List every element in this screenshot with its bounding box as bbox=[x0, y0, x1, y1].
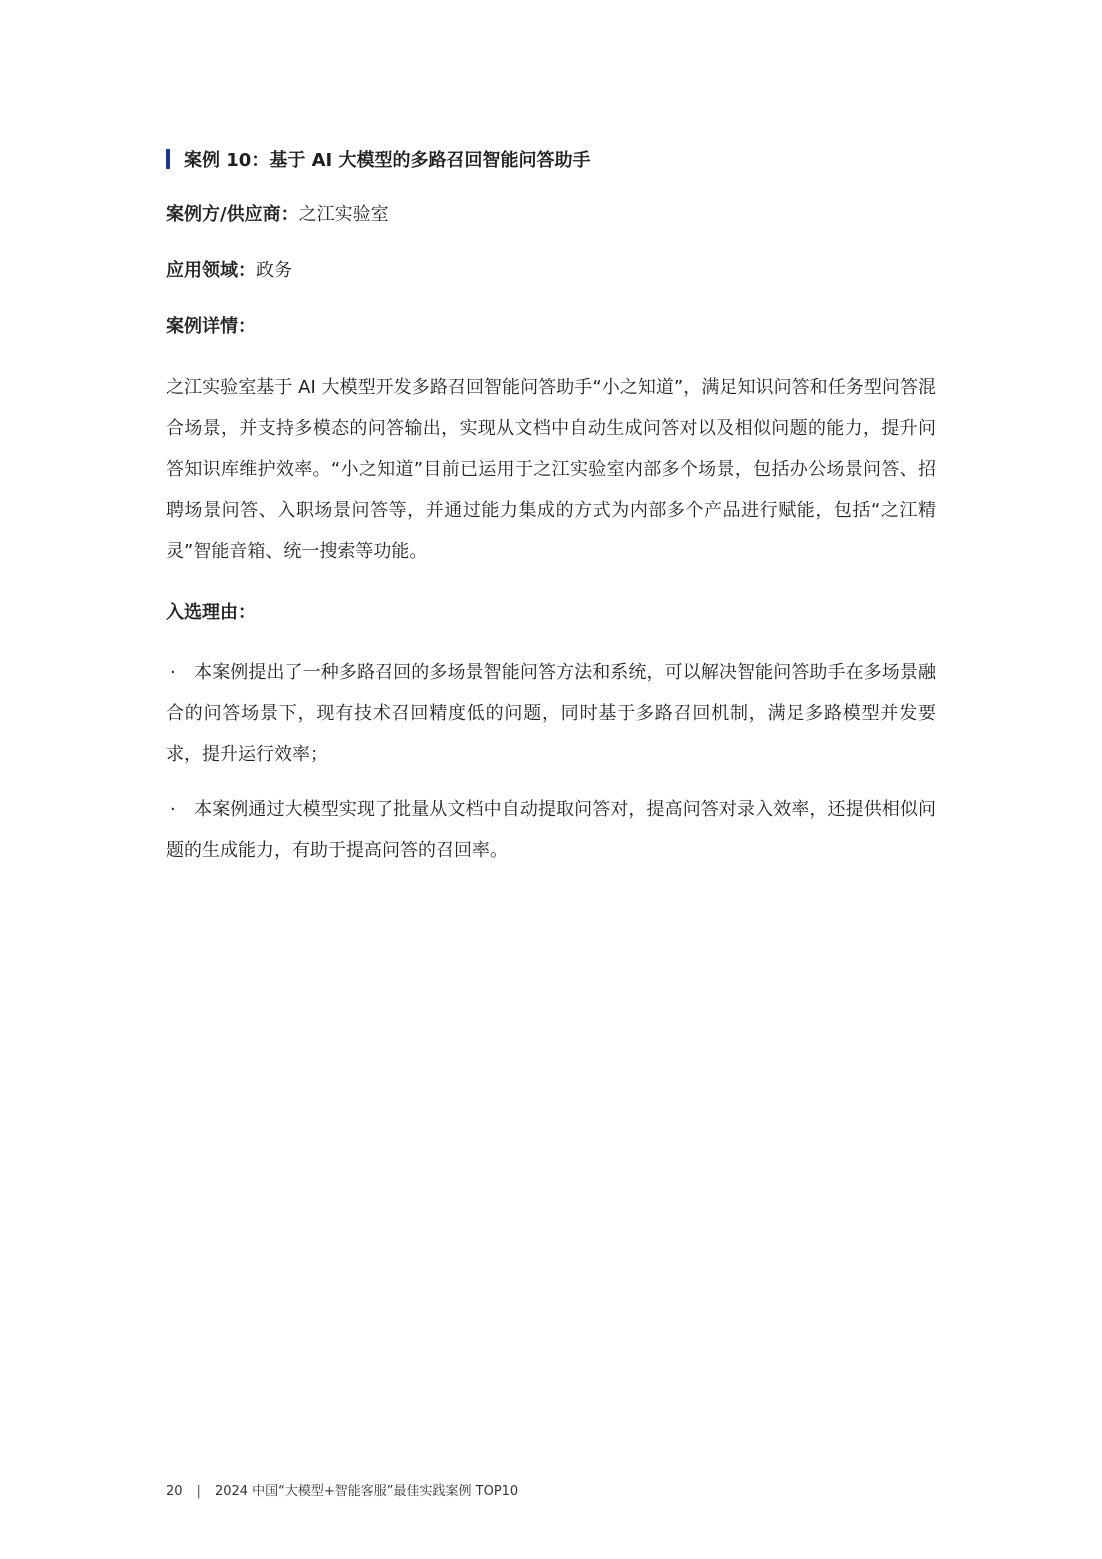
case-content bbox=[166, 144, 936, 885]
domain-field bbox=[166, 256, 936, 286]
domain-label: 应用领域： bbox=[166, 260, 256, 281]
reasons-label: 入选理由： bbox=[166, 602, 256, 623]
accent-bar bbox=[166, 149, 170, 169]
provider-label: 案例方/供应商： bbox=[166, 204, 299, 225]
domain-value: 政务 bbox=[256, 260, 292, 281]
case-heading bbox=[166, 144, 936, 174]
bullet-icon: · bbox=[170, 799, 176, 820]
publication-title: 2024 中国“大模型+智能客服”最佳实践案例 TOP10 bbox=[214, 1484, 519, 1499]
reasons-list bbox=[166, 652, 936, 871]
provider-field bbox=[166, 200, 936, 230]
reason-text: 本案例提出了一种多路召回的多场景智能问答方法和系统，可以解决智能问答助手在多场景融合的问答场景下，现有技术召回精度低的问题，同时基于多路召回机制，满足多路模型并发要求，提升运行效率； bbox=[166, 662, 936, 765]
reason-item bbox=[166, 652, 936, 775]
case-title: 案例 10：基于 AI 大模型的多路召回智能问答助手 bbox=[184, 150, 591, 171]
provider-value: 之江实验室 bbox=[298, 204, 389, 225]
details-paragraph: 之江实验室基于 AI 大模型开发多路召回智能问答助手“小之知道”，满足知识问答和任务型问答混合场景，并支持多模态的问答输出，实现从文档中自动生成问答对以及相似问题的能力，提升问答知识库维护效率。“小之知道”目前已运用于之江实验室内部多个场景，包括办公场景问答、招聘场景问答、入职场景问答等，并通过能力集成的方式为内部多个产品进行赋能，包括“之江精灵”智能音箱、统一搜索等功能。 bbox=[166, 377, 936, 562]
reason-item bbox=[166, 789, 936, 871]
bullet-icon: · bbox=[170, 662, 176, 683]
reason-text: 本案例通过大模型实现了批量从文档中自动提取问答对，提高问答对录入效率，还提供相似问题的生成能力，有助于提高问答的召回率。 bbox=[166, 799, 936, 861]
footer-separator: | bbox=[196, 1484, 201, 1499]
page-number: 20 bbox=[166, 1484, 183, 1499]
page-footer bbox=[166, 1482, 518, 1502]
details-label: 案例详情： bbox=[166, 316, 256, 337]
